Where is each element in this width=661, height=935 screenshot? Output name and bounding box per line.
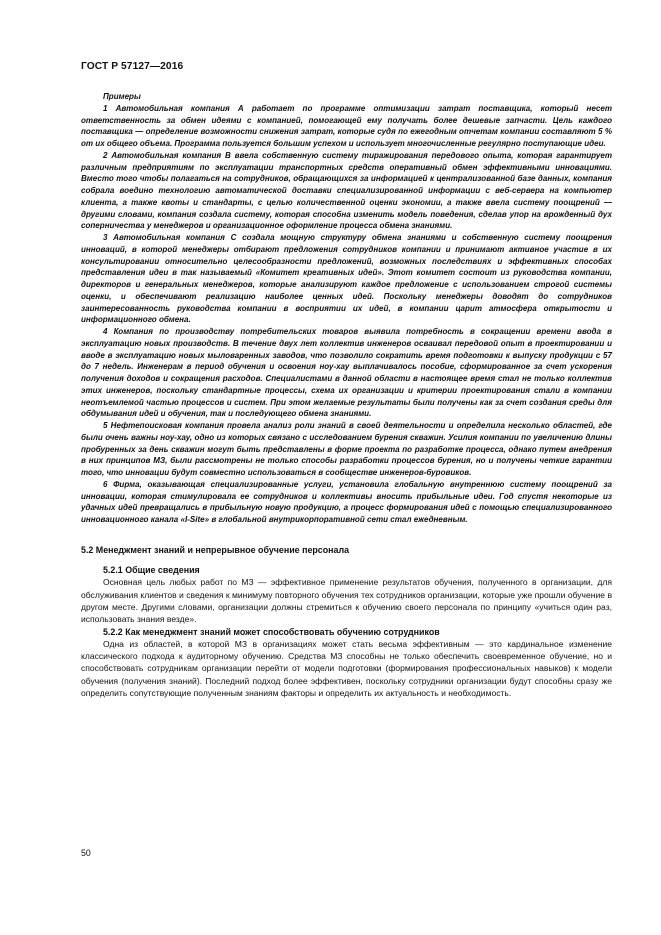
example-paragraph-5: 5 Нефтепоисковая компания провела анализ роли знаний в своей деятельности и определила несколько областей, где были очень важны ноу-хау, одно из которых связано с исследованием бурения скважин. Усилия компании по увеличению длины пробуренных за день скважин могут быть представлены в форме проекта по разработке процесса, однако путем внедрения в них принципов МЗ, были рассмотрены не только способы разработки процессов бурения, но и получены четкие гарантии того, что инновации будут совместно использоваться в сообществе инженеров-буровиков. [81, 421, 612, 477]
examples-block [81, 91, 612, 526]
page-content [81, 91, 612, 699]
section-5-2-2-body [81, 638, 612, 699]
section-5-2-1-text: Основная цель любых работ по МЗ — эффективное применение результатов обучения, полученного в организации, для обслуживания клиентов и сведения к минимуму повторного обучения тех сотрудников организации, которые уже прошли обучение в другом месте. Другими словами, организации должны стремиться к обучению своего персонала по принципу «учиться один раз, использовать знания везде». [81, 577, 612, 625]
section-5-2-2-title: 5.2.2 Как менеджмент знаний может способствовать обучению сотрудников [103, 626, 440, 637]
section-5-2-2-text: Одна из областей, в которой МЗ в организациях может стать весьма эффективным — это кардинальное изменение классического подхода к аудиторному обучению. Средства МЗ способны не только обеспечить своевременное обучение, но и способствовать сотрудникам организации перейти от модели подготовки (формирования профессиональных навыков) к модели обучения (получения знаний). Последний подход более эффективен, поскольку сотрудники организации будут способны сразу же определить сопутствующие полученным знаниям факторы и определить их актуальность и необходимость. [81, 638, 612, 699]
example-paragraph-6: 6 Фирма, оказывающая специализированные услуги, установила глобальную внутреннюю систему поощрений за инновации, которая стимулировала ее сотрудников и коллективы вносить прибыльные идеи. Год спустя некоторые из удачных идей превращались в прибыльную новую продукцию, а процесс формирования идей с помощью специализированного инновационного канала «I-Site» в глобальной внутрикорпоративной сети стал ежедневным. [81, 479, 612, 524]
example-paragraph-3: 3 Автомобильная компания С создала мощную структуру обмена знаниями и собственную систему поощрения инноваций, в которой менеджеры отбирают предложения сотрудников компании и принимают активное участие в их консультировании относительно целесообразности предложений, возможных последствиях и эффективных способах представления идеи в так называемый «Комитет креативных идей». Этот комитет состоит из руководства компании, директоров и генеральных менеджеров, которые анализируют каждое предложение с использованием строгой системы оценки, и обеспечивают реализацию наиболее ценных идей. Поскольку менеджеры доводят до сотрудников заинтересованность руководства компании в восприятии их идей, в компании царит атмосфера открытости и информационного обмена. [81, 233, 612, 325]
examples-title: Примеры [103, 92, 141, 101]
example-paragraph-2: 2 Автомобильная компания В ввела собственную систему тиражирования передового опыта, которая гарантирует различным предприятиям по эксплуатации транспортных средств оперативный обмен эффективными инновациями. Вместо того чтобы полагаться на сотрудников, обращающихся за информацией к централизованной базе данных, компания собрала воедино технологию автоматической доставки специализированной информации с веб-сервера на компьютер клиента, а также квоты и стандарты, с целью количественной оценки экономии, а также ввела систему поощрений — другими словами, компания создала систему, которая способна изменить модель поведения, сделав упор на врожденный дух соперничества у менеджеров и организационное оформление процесса обмена знаниями. [81, 150, 612, 231]
example-paragraph-1: 1 Автомобильная компания А работает по программе оптимизации затрат поставщика, который несет ответственность за обмен идеями с компанией, помогающей ему получать более дешевые запчасти. Цель каждого поставщика — определение возможности снижения затрат, которые судя по ежегодным отчетам компании составляют 5 % от их общего объема. Программа пользуется большим успехом и использует многочисленные регулярно поступающие идеи. [81, 103, 612, 148]
section-5-2-1-title: 5.2.1 Общие сведения [103, 565, 200, 576]
page-number: 50 [81, 848, 91, 858]
standard-code-header: ГОСТ Р 57127—2016 [81, 61, 184, 72]
section-5-2-1-body [81, 576, 612, 625]
example-paragraph-4: 4 Компания по производству потребительских товаров выявила потребность в сокращении времени ввода в эксплуатацию новых производств. В течение двух лет коллектив инженеров осваивал передовой опыт в проектировании и вводе в эксплуатацию новых мыловаренных заводов, что позволило сократить время подготовки к выпуску продукции с 57 до 7 недель. Инженерам в период обучения и освоения ноу-хау выплачивалось пособие, сформированное за счет ускорения получения доходов и сокращения расходов. Специалистами в данной области в настоящее время стал не только коллектив этих инженеров, поскольку стандартные процессы, схема их организации и критерии проектирования стали в компании неотъемлемой частью процессов и систем. При этом желаемые результаты были получены как за счет создания среды для обдумывания идей и обучения, так и последующего обмена знаниями. [81, 327, 612, 419]
section-5-2-title: 5.2 Менеджмент знаний и непрерывное обучение персонала [81, 544, 350, 555]
